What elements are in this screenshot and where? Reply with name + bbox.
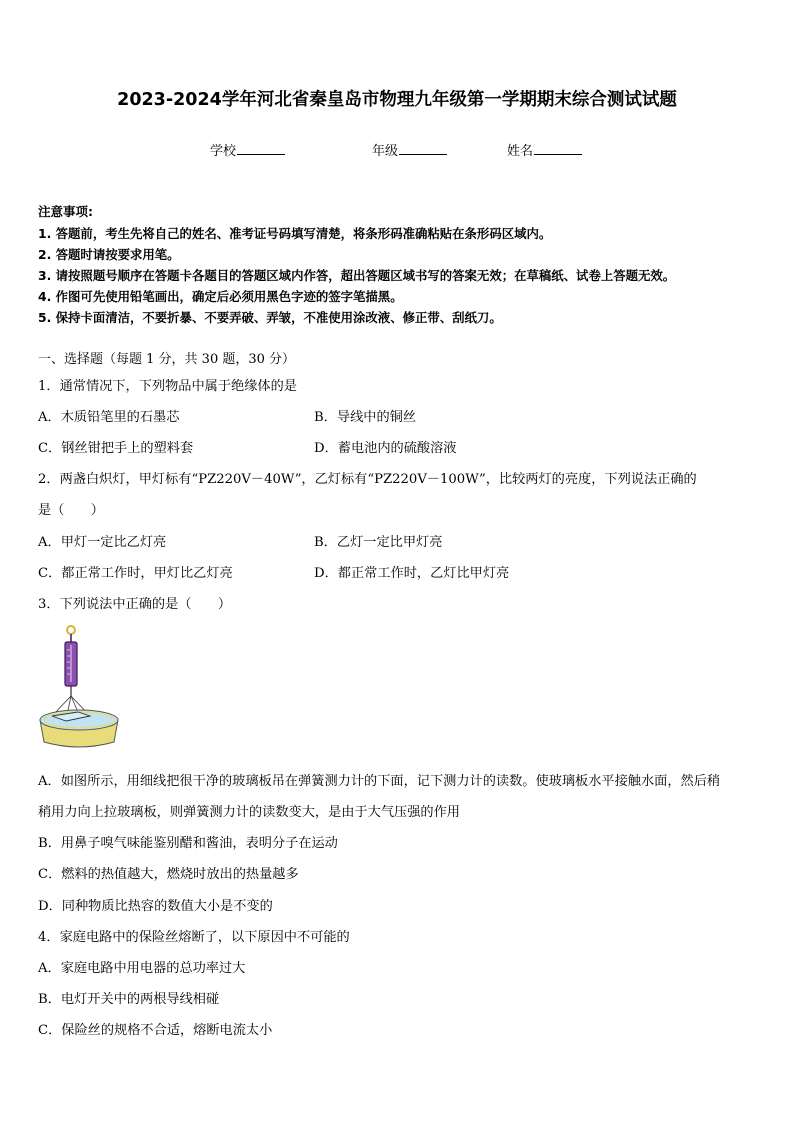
question-3-option-d[interactable]: D．同种物质比热容的数值大小是不变的 [38,899,273,914]
notice-heading: 注意事项: [38,204,93,219]
question-2-option-d[interactable]: D．都正常工作时，乙灯比甲灯亮 [314,566,510,581]
name-blank[interactable] [534,142,582,155]
question-2-stem-line1: 2．两盏白炽灯，甲灯标有“PZ220V－40W”，乙灯标有“PZ220V－100W”，比较两灯的亮度，下列说法正确的 [38,472,697,487]
notice-item: 4. 作图可先使用铅笔画出，确定后必须用黑色字迹的签字笔描黑。 [38,289,403,304]
question-1-option-d[interactable]: D．蓄电池内的硫酸溶液 [314,441,457,456]
question-4-option-c[interactable]: C．保险丝的规格不合适，熔断电流太小 [38,1023,273,1038]
question-1-option-c[interactable]: C．钢丝钳把手上的塑料套 [38,441,194,456]
notice-item: 3. 请按照题号顺序在答题卡各题目的答题区域内作答，超出答题区域书写的答案无效；在草稿纸、试卷上答题无效。 [38,268,676,283]
question-2-option-a[interactable]: A．甲灯一定比乙灯亮 [38,535,167,550]
question-3-option-a-line2[interactable]: 稍用力向上拉玻璃板，则弹簧测力计的读数变大，是由于大气压强的作用 [38,805,460,820]
question-2-stem-line2: 是（ ） [38,503,104,518]
grade-label: 年级 [372,144,399,159]
question-1-stem: 1．通常情况下，下列物品中属于绝缘体的是 [38,379,297,394]
question-3-stem: 3．下列说法中正确的是（ ） [38,597,232,612]
section-title: 一、选择题（每题 1 分，共 30 题，30 分） [38,352,296,367]
name-field[interactable] [507,140,582,159]
notice-item: 2. 答题时请按要求用笔。 [38,247,180,262]
spring-scale-glass-plate-figure [36,624,122,752]
question-4-option-b[interactable]: B．电灯开关中的两根导线相碰 [38,992,220,1007]
exam-title: 2023-2024学年河北省秦皇岛市物理九年级第一学期期末综合测试试题 [117,90,677,110]
question-3-option-b[interactable]: B．用鼻子嗅气味能鉴别醋和酱油，表明分子在运动 [38,836,338,851]
school-field[interactable] [210,140,285,159]
question-4-option-a[interactable]: A．家庭电路中用电器的总功率过大 [38,961,246,976]
spring-scale-icon [65,642,77,696]
question-4-stem: 4．家庭电路中的保险丝熔断了，以下原因中不可能的 [38,930,350,945]
grade-blank[interactable] [399,142,447,155]
grade-field[interactable] [372,140,447,159]
hook-icon [67,626,75,642]
question-1-option-a[interactable]: A．木质铅笔里的石墨芯 [38,410,180,425]
question-3-option-a-line1[interactable]: A．如图所示，用细线把很干净的玻璃板吊在弹簧测力计的下面，记下测力计的读数。使玻璃板水平接触水面，然后稍 [38,774,721,789]
question-1-option-b[interactable]: B．导线中的铜丝 [314,410,417,425]
notice-item: 1. 答题前，考生先将自己的姓名、准考证号码填写清楚，将条形码准确粘贴在条形码区域内。 [38,226,552,241]
notice-item: 5. 保持卡面清洁，不要折暴、不要弄破、弄皱，不准使用涂改液、修正带、刮纸刀。 [38,310,502,325]
question-3-option-c[interactable]: C．燃料的热值越大，燃烧时放出的热量越多 [38,867,299,882]
school-blank[interactable] [237,142,285,155]
name-label: 姓名 [507,144,534,159]
question-2-option-b[interactable]: B．乙灯一定比甲灯亮 [314,535,443,550]
question-2-option-c[interactable]: C．都正常工作时，甲灯比乙灯亮 [38,566,233,581]
school-label: 学校 [210,144,237,159]
